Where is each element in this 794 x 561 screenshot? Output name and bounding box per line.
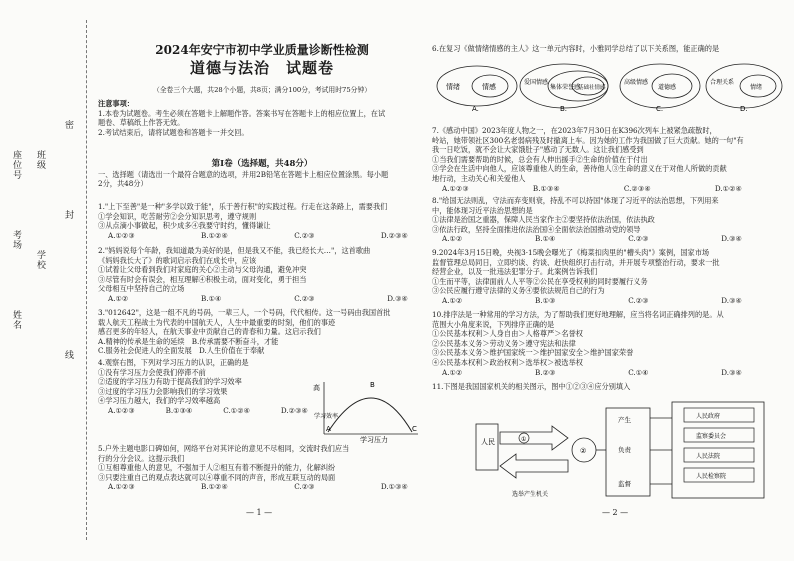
q4-line: ④学习压力越大，我们的学习效率越高: [98, 396, 221, 406]
margin-label-school: 学校: [35, 250, 45, 270]
q7-line: 岭站，她带领社区300名老弱病残及时撤离上车。因为她的工作为我国做了巨大贡献。她的一句"有: [432, 135, 744, 145]
q5-option-d[interactable]: D.①③④: [380, 482, 408, 492]
question-7: [432, 126, 784, 193]
q5-line: ③只要注重自己的观点表达就可以④尊重不同的声音，形成互联互动的局面: [98, 472, 336, 482]
q1-option-b[interactable]: B.①②④: [201, 230, 228, 240]
chart-y-top: 高: [313, 384, 320, 392]
margin-label-room: 考场: [11, 230, 21, 250]
seal-dashed-line: [86, 20, 87, 540]
q1-line: 1."上下至善"是一种"多学以致于能"，乐于善行积"的实践过程。行走在这条路上，需要我们: [98, 202, 388, 211]
q10-option-c[interactable]: C.①④: [628, 367, 649, 377]
margin-label-seat: 座位号: [11, 150, 21, 180]
q6-d-inner: 情绪: [750, 84, 763, 91]
q11-mid-top: 产生: [618, 416, 631, 424]
q2-line: 父母相互中坚持自己的立场: [98, 284, 185, 294]
q5-option-c[interactable]: C.②③: [294, 482, 315, 492]
notice-line: 2.考试结束后，请将试题卷和答题卡一并交回。: [98, 127, 249, 137]
q6-a-outer: 情绪: [446, 83, 460, 91]
q11-right-4: 人民检察院: [696, 473, 727, 480]
q4-options: [98, 406, 308, 416]
q10-line: ①公民基本权利＞人身自由＞人格尊严＞名誉权: [432, 329, 583, 339]
seal-word-feng: 封: [63, 210, 73, 220]
q9-option-d[interactable]: D.③④: [721, 295, 742, 305]
q10-option-a[interactable]: A.①②: [442, 367, 463, 377]
q2-line: ③尽管有时会有误会，相互理解④积极主动，面对变化，勇于担当: [98, 274, 307, 284]
q1-option-a[interactable]: A.①②③: [108, 230, 135, 240]
q6-b-outer: 爱国情感: [524, 79, 549, 86]
q6-label-c: C.: [656, 105, 664, 112]
question-9: [432, 248, 784, 306]
q8-option-a[interactable]: A.①②: [442, 234, 463, 244]
exam-subject: 道德与法治 试题卷: [189, 59, 334, 77]
q5-line: 行的分分会议。这提示我们: [98, 453, 185, 463]
q9-line: 监督管理总局同日，立即约谈、约谈、赶快组织打击行动，并开展专项整治行动，要求一批: [432, 257, 720, 267]
q4-line: ①没有学习压力会使我们停滞不前: [98, 367, 206, 377]
q11-circle-2: ②: [580, 447, 587, 455]
q8-option-b[interactable]: B.①④: [535, 234, 556, 244]
q8-option-d[interactable]: D.③④: [721, 234, 742, 244]
q5-line: 5.户外主题电影口碑如何，网络平台对其评论的意见不尽相同，交流时我们应当: [98, 444, 350, 453]
q4-line: ③过度的学习压力会影响我们的学习效果: [98, 386, 228, 396]
q8-line: ①法律是治国之重器，保障人民当家作主②要坚持依法治国，依法执政: [432, 215, 655, 225]
chart-point-b: B: [370, 381, 375, 389]
q8-options: [432, 234, 742, 244]
q7-option-b[interactable]: B.①③④: [532, 183, 560, 193]
q10-option-d[interactable]: D.③④: [721, 367, 742, 377]
q2-option-a[interactable]: A.①②: [108, 293, 129, 303]
q1-line: ③从点滴小事做起，积少成多④我要守时约，懂得谦让: [98, 221, 271, 231]
q3-line: A.精神的传承是生命的延续 B.传承需要不断奋斗，才能: [98, 336, 279, 346]
q8-line: 8."给国无法则乱，守法而弃变则衰，持乱不可以持国"体现了习近平的法治思想，下列用来: [432, 196, 719, 205]
q2-line: 2."妈妈说每个年龄，我知道最为美好的是，但是我又不能，我已经长大…"，这首歌曲: [98, 246, 371, 255]
q7-option-a[interactable]: A.①②③: [442, 183, 469, 193]
q6-d-outer: 合理关系: [710, 79, 735, 86]
q9-line: 经营企业，以及一批违法犯罪分子。此案例告诉我们: [432, 267, 598, 277]
q8-option-c[interactable]: C.②③: [628, 234, 649, 244]
page-number-left: — 1 —: [246, 508, 273, 517]
q7-line: 7.《感动中国》2023年度人物之一，在2023年7月30日在K396次列车上被紧急疏散时，: [432, 126, 717, 135]
q11-state-organs-diagram: [472, 398, 772, 508]
q3-line: 3."012642"，这是一组不凡的号码，一辈三人，一个号码，代代相传。这一号码由我国首批: [98, 308, 391, 317]
q6-b-mid: 集体荣誉感: [550, 84, 581, 91]
exam-note: （全卷三个大题，共28个小题，共8页；满分100分，考试用时75分钟）: [152, 86, 372, 94]
q7-line: 我一日吃饭，就不会让大家饿肚子"感动了无数人。这让我们感受到: [432, 145, 644, 155]
q11-right-2: 监察委员会: [696, 433, 727, 440]
q9-line: 9.2024年3月15日晚，央视3·15晚会曝光了《梅菜扣肉里的"槽头肉"》案例，国家市场: [432, 248, 710, 257]
q2-option-b[interactable]: B.①④: [201, 293, 222, 303]
q1-option-c[interactable]: C.②③: [294, 230, 315, 240]
q11-left-box: 人民: [481, 438, 495, 446]
q7-option-d[interactable]: D.①②④: [714, 183, 742, 193]
q9-line: ①生而平等，法律面前人人平等②公民在享受权利的同时要履行义务: [432, 276, 648, 286]
notice-line: 题卷、草稿纸上作答无效。: [98, 118, 185, 128]
section1-head: 第Ⅰ卷（选择题，共48分）: [211, 159, 313, 169]
chart-point-a: A: [326, 425, 331, 433]
margin-label-class: 班级: [35, 150, 45, 170]
pressure-efficiency-chart: [312, 378, 422, 444]
q6-line: 6.在复习《做情绪情感的主人》这一单元内容时，小雅同学总结了以下关系图，能正确的是: [432, 44, 720, 53]
q9-option-b[interactable]: B.①③: [535, 295, 556, 305]
question-3: [98, 308, 426, 356]
q10-options: [432, 368, 742, 378]
notice-block: [98, 99, 426, 137]
seal-word-xian: 线: [63, 350, 73, 360]
section1-intro: 一、选择题（请选出一个最符合题意的选项，并用2B铅笔在答题卡上相应位置涂黑。每小题: [98, 169, 389, 179]
q1-line: ①学会知识，吃苦耐劳②会分知识思考，遵守规则: [98, 211, 257, 221]
q4-option-c[interactable]: C.①②④: [223, 405, 251, 415]
q10-line: ③公民基本义务＞维护国家统一＞维护国家安全＞维护国家荣誉: [432, 348, 634, 358]
q4-option-d[interactable]: D.②③④: [280, 405, 308, 415]
question-11: [432, 382, 784, 392]
q7-option-c[interactable]: C.②③④: [623, 183, 651, 193]
q2-line: 《妈妈我长大了》的歌词启示我们在成长中，应该: [98, 255, 257, 265]
question-6: [432, 44, 784, 54]
q9-option-a[interactable]: A.①②: [442, 295, 463, 305]
q6-label-b: B.: [560, 105, 568, 112]
q4-option-b[interactable]: B.①③④: [165, 405, 193, 415]
question-1: [98, 202, 426, 240]
question-10: [432, 310, 784, 377]
q6-b-inner: 基础社情感: [578, 85, 606, 91]
q6-c-outer: 高级情感: [624, 79, 649, 86]
q11-right-3: 人民法院: [696, 453, 721, 460]
chart-y-label: 学习效率: [314, 413, 339, 420]
q11-line: 11.下图是我国国家机关的相关图示，图中①②③④应分别填入: [432, 382, 631, 391]
q7-options: [432, 184, 742, 194]
right-column: [432, 0, 784, 561]
exam-title: 2024年安宁市初中学业质量诊断性检测: [155, 43, 369, 57]
q2-option-d[interactable]: D.③④: [387, 293, 408, 303]
q6-diagrams: [432, 60, 784, 112]
q11-bottom-label: 选举产生机关: [512, 491, 549, 498]
left-column: [98, 0, 426, 561]
q1-options: [98, 231, 408, 241]
seal-word-mi: 密: [63, 120, 73, 130]
chart-x-label: 学习压力: [360, 436, 388, 444]
section1-block: [98, 160, 426, 189]
q11-mid-bot: 监督: [618, 480, 631, 488]
q10-line: ②公民基本义务＞劳动义务＞遵守宪法和法律: [432, 338, 576, 348]
q5-line: ①互相尊重他人的意见，不强加于人②相互有着不断提升的能力，化解纠纷: [98, 463, 336, 473]
q10-option-b[interactable]: B.②③: [535, 367, 556, 377]
question-5: [98, 444, 426, 492]
q9-options: [432, 296, 742, 306]
question-2: [98, 246, 426, 304]
q4-line: 4.观察右图，下列对学习压力的认识，正确的是: [98, 358, 249, 367]
q9-option-c[interactable]: C.②③: [628, 295, 649, 305]
question-8: [432, 196, 784, 244]
q7-line: ③学会在生活中向他人，应该尊重他人的生命，善待他人③生命的意义在于对他人所做的贡献: [432, 164, 727, 174]
q8-line: ③依法行政，坚持全面推进依法治国④全面依法治国推动党的领导: [432, 224, 641, 234]
page-number-right: — 2 —: [602, 508, 629, 517]
q6-a-inner: 情感: [482, 83, 496, 91]
q2-option-c[interactable]: C.②③: [294, 293, 315, 303]
q8-line: 中，能体现习近平法治思想的是: [432, 205, 533, 215]
q6-c-inner: 道德感: [658, 84, 677, 91]
q3-line: 载人航天工程战士为代表的中国航天人，人生中最重要的时刻，他们的事迹: [98, 317, 336, 327]
q11-right-1: 人民政府: [696, 413, 721, 420]
notice-head: 注意事项：: [98, 99, 134, 108]
q1-option-d[interactable]: D.②③④: [380, 230, 408, 240]
q10-line: 10.排序法是一种常用的学习方法，为了帮助我们更好地理解，应当将名词正确排列的是。从: [432, 310, 724, 319]
q6-label-a: A.: [472, 105, 479, 112]
q2-options: [98, 294, 408, 304]
section1-intro: 2分，共48分）: [98, 179, 148, 189]
binding-margin: [0, 0, 96, 561]
q11-circle-1: ①: [521, 436, 527, 443]
q9-line: ③公民应履行遵守法律的义务④要依法规范自己的行为: [432, 286, 605, 296]
notice-line: 1.本卷为试题卷。考生必须在答题卡上解题作答。答案书写在答题卡上的相应位置上，在试: [98, 108, 386, 118]
q7-line: 地行动，主动关心和关爱他人: [432, 173, 526, 183]
q4-line: ②适度的学习压力有助于提高我们的学习效率: [98, 377, 242, 387]
q3-line: 感召更多的年轻人，在航天事业中贡献自己的青春和力量。这启示我们: [98, 327, 321, 337]
q6-label-d: D.: [740, 105, 748, 112]
q5-option-a[interactable]: A.①②③: [108, 482, 135, 492]
q11-mid-mid: 负责: [618, 446, 631, 454]
q2-line: ①试着让父母看到我们对家庭的关心②主动与父母沟通，避免冲突: [98, 265, 307, 275]
margin-label-name: 姓名: [11, 310, 21, 330]
q5-options: [98, 482, 408, 492]
q7-line: ①当我们需要帮助的时候，总会有人伸出援手②生命的价值在于付出: [432, 154, 648, 164]
q5-option-b[interactable]: B.①②④: [201, 482, 228, 492]
chart-point-c: C: [412, 425, 417, 433]
q10-line: 范围大小角度来说，下列排序正确的是: [432, 319, 555, 329]
q4-option-a[interactable]: A.①②③: [108, 405, 135, 415]
q3-line: C.服务社会促进人的全面发展 D.人生价值在于奉献: [98, 346, 265, 356]
q10-line: ④公民基本权利＞政治权利＞选举权＞被选举权: [432, 357, 583, 367]
